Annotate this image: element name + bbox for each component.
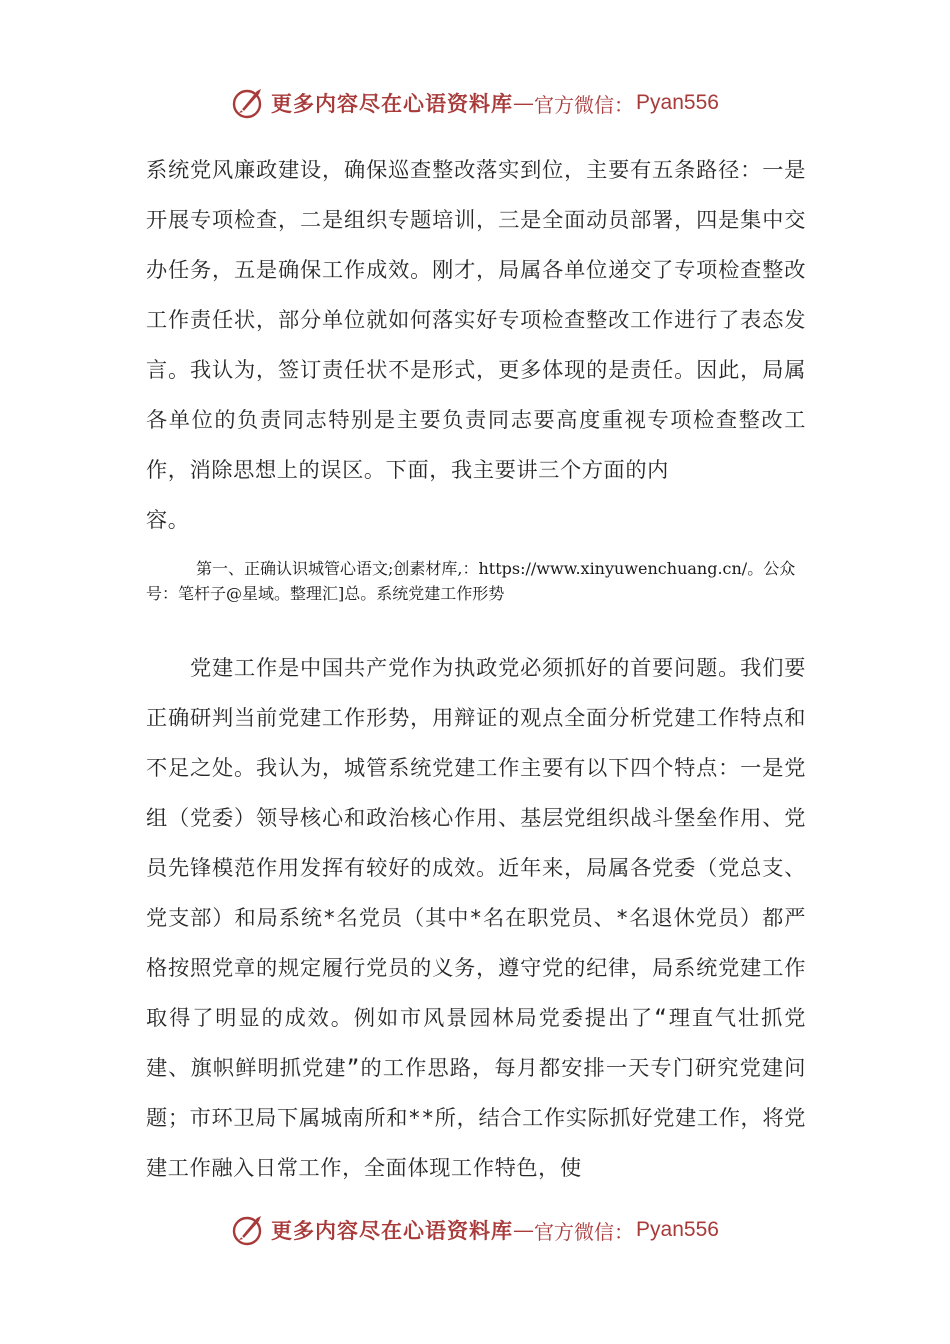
banner-wechat-label: 官方微信： bbox=[534, 1219, 635, 1244]
banner-wechat-id: Pyan556 bbox=[636, 91, 719, 114]
banner-dash: — bbox=[513, 1218, 535, 1242]
footer-banner[interactable] bbox=[0, 1210, 950, 1250]
paragraph-2: 党建工作是中国共产党作为执政党必须抓好的首要问题。我们要正确研判当前党建工作形势，用辩证的观点全面分析党建工作特点和不足之处。我认为，城管系统党建工作主要有以下四个特点：一是党组（党委）领导核心和政治核心作用、基层党组织战斗堡垒作用、党员先锋模范作用发挥有较好的成效。近年来，局属各党委（党总支、党支部）和局系统*名党员（其中*名在职党员、*名退休党员）都严格按照党章的规定履行党员的义务，遵守党的纪律，局系统党建工作取得了明显的成效。例如市风景园林局党委提出了“理直气壮抓党建、旗帜鲜明抓党建”的工作思路，每月都安排一天专门研究党建问题；市环卫局下属城南所和**所，结合工作实际抓好党建工作，将党建工作融入日常工作，全面体现工作特色，使 bbox=[146, 655, 806, 1180]
banner-dash: — bbox=[513, 91, 535, 115]
header-banner[interactable] bbox=[0, 83, 950, 123]
quill-circle-icon bbox=[231, 1212, 267, 1248]
banner-brand: 更多内容尽在心语资料库 bbox=[271, 91, 514, 116]
quill-circle-icon bbox=[231, 85, 267, 121]
banner-wechat-label: 官方微信： bbox=[534, 92, 635, 117]
paragraph-1: 系统党风廉政建设，确保巡查整改落实到位，主要有五条路径：一是开展专项检查，二是组织专题培训，三是全面动员部署，四是集中交办任务，五是确保工作成效。刚才，局属各单位递交了专项检查整改工作责任状，部分单位就如何落实好专项检查整改工作进行了表态发言。我认为，签订责任状不是形式，更多体现的是责任。因此，局属各单位的负责同志特别是主要负责同志要高度重视专项检查整改工作，消除思想上的误区。下面，我主要讲三个方面的内 bbox=[146, 157, 806, 482]
section-heading-text: 第一、正确认识城管心语文;创素材库,：https://www.xinyuwenchuang.cn/。公众号：笔杆子@星域。整理汇]总。系统党建工作形势 bbox=[146, 559, 796, 603]
section-heading bbox=[146, 556, 806, 606]
banner-wechat-id: Pyan556 bbox=[636, 1218, 719, 1241]
banner-brand: 更多内容尽在心语资料库 bbox=[271, 1218, 514, 1243]
paragraph-1-end: 容。 bbox=[146, 507, 190, 532]
